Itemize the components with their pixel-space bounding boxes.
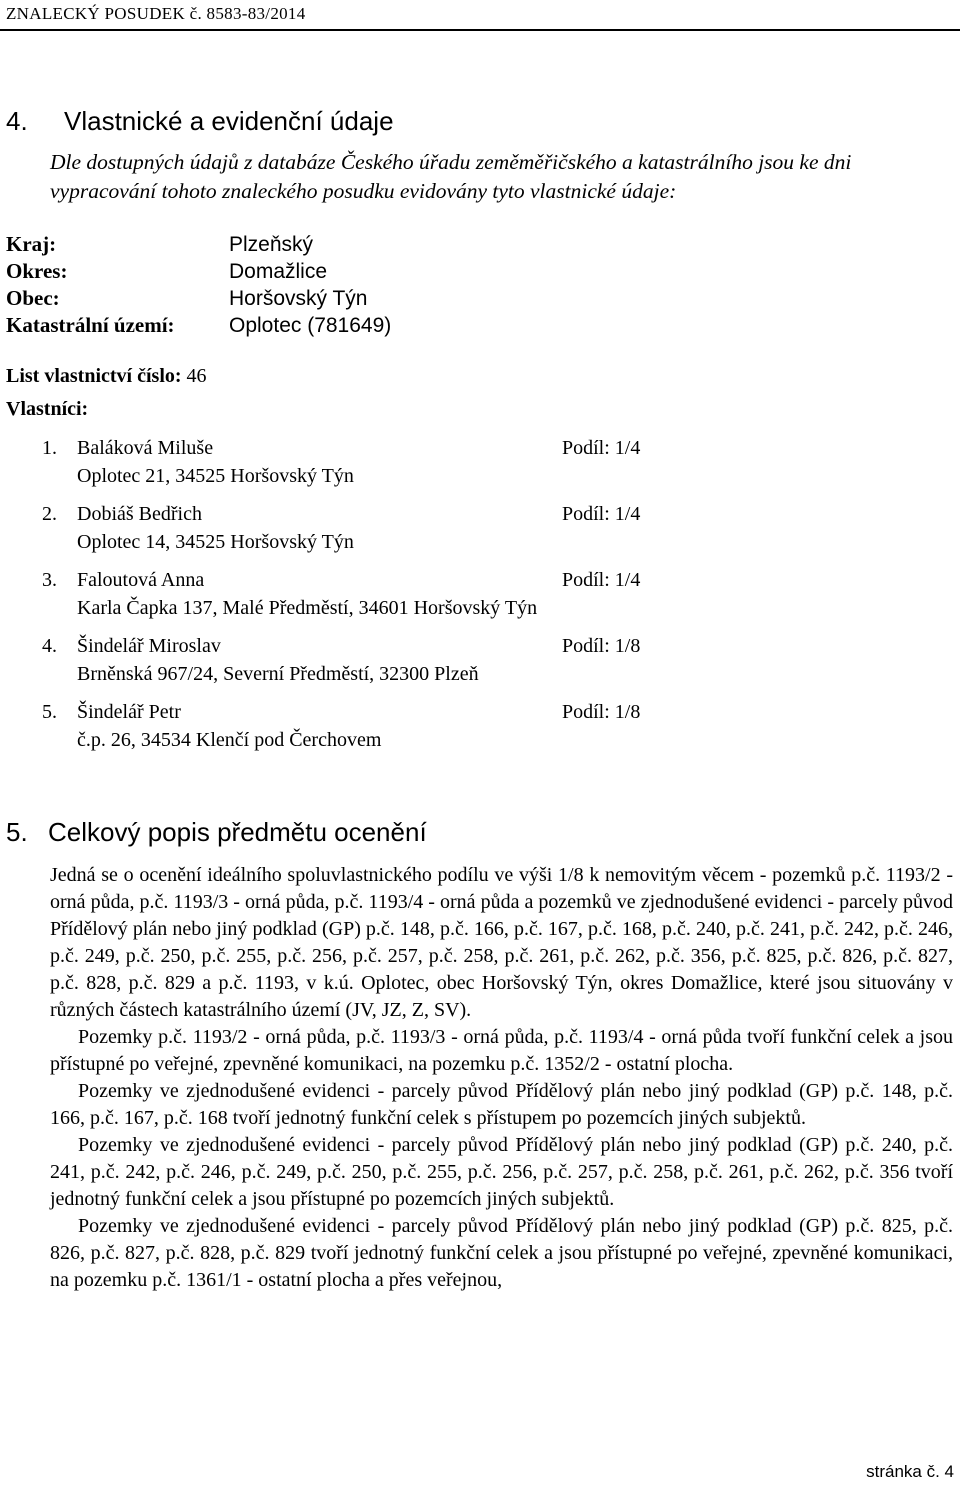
property-label: Kraj: bbox=[6, 232, 57, 256]
owner-item bbox=[42, 437, 742, 488]
header-rule bbox=[0, 29, 960, 31]
owner-address: Brněnská 967/24, Severní Předměstí, 32300 Plzeň bbox=[77, 663, 479, 685]
owner-share: Podíl: 1/4 bbox=[562, 569, 641, 591]
owner-share: Podíl: 1/4 bbox=[562, 503, 641, 525]
owner-address: č.p. 26, 34534 Klenčí pod Čerchovem bbox=[77, 729, 382, 751]
property-label: Obec: bbox=[6, 286, 60, 310]
owners-label-text: Vlastníci: bbox=[6, 398, 89, 420]
section-4-heading bbox=[6, 106, 394, 137]
body-paragraph: Jedná se o ocenění ideálního spoluvlastnického podílu ve výši 1/8 k nemovitým věcem - pozemků p.č. 1193/2 - orná půda, p.č. 1193/3 - orná půda, p.č. 1193/4 - orná půda a pozemků ve zjednodušené evidenci - parcely původ Přídělový plán nebo jiný podklad (GP) p.č. 148, p.č. 166, p.č. 167, p.č. 168, p.č. 240, p.č. 241, p.č. 242, p.č. 246, p.č. 249, p.č. 250, p.č. 255, p.č. 256, p.č. 257, p.č. 258, p.č. 261, p.č. 262, p.č. 356, p.č. 825, p.č. 826, p.č. 827, p.č. 828, p.č. 829 a p.č. 1193, v k.ú. Oplotec, obec Horšovský Týn, okres Domažlice, které jsou situovány v různých částech katastrálního území (JV, JZ, Z, SV). bbox=[50, 864, 953, 1021]
owner-name: Faloutová Anna bbox=[77, 569, 205, 591]
owner-number: 1. bbox=[42, 437, 57, 459]
owner-share: Podíl: 1/8 bbox=[562, 635, 641, 657]
owner-number: 5. bbox=[42, 701, 57, 723]
page-number: stránka č. 4 bbox=[866, 1462, 954, 1481]
property-value: Oplotec (781649) bbox=[229, 314, 392, 337]
body-paragraph: Pozemky ve zjednodušené evidenci - parcely původ Přídělový plán nebo jiný podklad (GP) p.č. 825, p.č. 826, p.č. 827, p.č. 828, p.č. 829 tvoří jednotný funkční celek a jsou přístupné po veřejné, zpevněné komunikaci, na pozemku p.č. 1361/1 - ostatní plocha a přes veřejnou, bbox=[50, 1215, 953, 1291]
owner-share: Podíl: 1/8 bbox=[562, 701, 641, 723]
owner-item bbox=[42, 701, 742, 752]
section-4-intro: Dle dostupných údajů z databáze Českého úřadu zeměměřičského a katastrálního jsou ke dni vypracování tohoto znaleckého posudku evidovány tyto vlastnické údaje: bbox=[50, 150, 852, 203]
owner-share: Podíl: 1/4 bbox=[562, 437, 641, 459]
list-vlastnictvi bbox=[6, 365, 207, 388]
owner-name: Dobiáš Bedřich bbox=[77, 503, 202, 525]
property-row-kraj bbox=[6, 232, 313, 257]
lv-label: List vlastnictví číslo: bbox=[6, 365, 182, 387]
owner-item bbox=[42, 569, 742, 620]
owner-name: Šindelář Petr bbox=[77, 701, 181, 723]
owner-address: Oplotec 14, 34525 Horšovský Týn bbox=[77, 531, 354, 553]
body-paragraph: Pozemky ve zjednodušené evidenci - parcely původ Přídělový plán nebo jiný podklad (GP) p.č. 148, p.č. 166, p.č. 167, p.č. 168 tvoří jednotný funkční celek s přístupem po pozemcích jiných subjektů. bbox=[50, 1080, 953, 1129]
owners-label bbox=[6, 398, 88, 421]
property-value: Horšovský Týn bbox=[229, 287, 368, 310]
body-paragraph: Pozemky ve zjednodušené evidenci - parcely původ Přídělový plán nebo jiný podklad (GP) p.č. 240, p.č. 241, p.č. 242, p.č. 246, p.č. 249, p.č. 250, p.č. 255, p.č. 256, p.č. 257, p.č. 258, p.č. 261, p.č. 262, p.č. 356 tvoří jednotný funkční celek a jsou přístupné po pozemcích jiných subjektů. bbox=[50, 1134, 953, 1210]
lv-value: 46 bbox=[186, 365, 207, 387]
owner-address: Karla Čapka 137, Malé Předměstí, 34601 Horšovský Týn bbox=[77, 597, 538, 619]
section-4-title: Vlastnické a evidenční údaje bbox=[64, 106, 394, 136]
section-5-body bbox=[50, 862, 953, 1294]
property-row-okres bbox=[6, 259, 327, 284]
property-value: Plzeňský bbox=[229, 233, 314, 256]
owner-number: 3. bbox=[42, 569, 57, 591]
property-label: Okres: bbox=[6, 259, 68, 283]
property-value: Domažlice bbox=[229, 260, 328, 283]
owner-item bbox=[42, 503, 742, 554]
body-paragraph: Pozemky p.č. 1193/2 - orná půda, p.č. 1193/3 - orná půda, p.č. 1193/4 - orná půda tvoří funkční celek a jsou přístupné po veřejné, zpevněné komunikaci, na pozemku p.č. 1352/2 - ostatní plocha. bbox=[50, 1026, 953, 1075]
section-5-title: Celkový popis předmětu ocenění bbox=[48, 817, 427, 847]
owner-address: Oplotec 21, 34525 Horšovský Týn bbox=[77, 465, 354, 487]
section-5-heading bbox=[6, 817, 427, 848]
owner-name: Šindelář Miroslav bbox=[77, 635, 221, 657]
property-label: Katastrální území: bbox=[6, 313, 175, 337]
page-header-title: ZNALECKÝ POSUDEK č. 8583-83/2014 bbox=[6, 4, 306, 23]
property-row-obec bbox=[6, 286, 367, 311]
owner-number: 4. bbox=[42, 635, 57, 657]
section-5-number: 5. bbox=[6, 817, 28, 847]
section-4-number: 4. bbox=[6, 106, 28, 136]
property-row-katastralni-uzemi bbox=[6, 313, 391, 338]
owner-item bbox=[42, 635, 742, 686]
owner-name: Baláková Miluše bbox=[77, 437, 214, 459]
owner-number: 2. bbox=[42, 503, 57, 525]
